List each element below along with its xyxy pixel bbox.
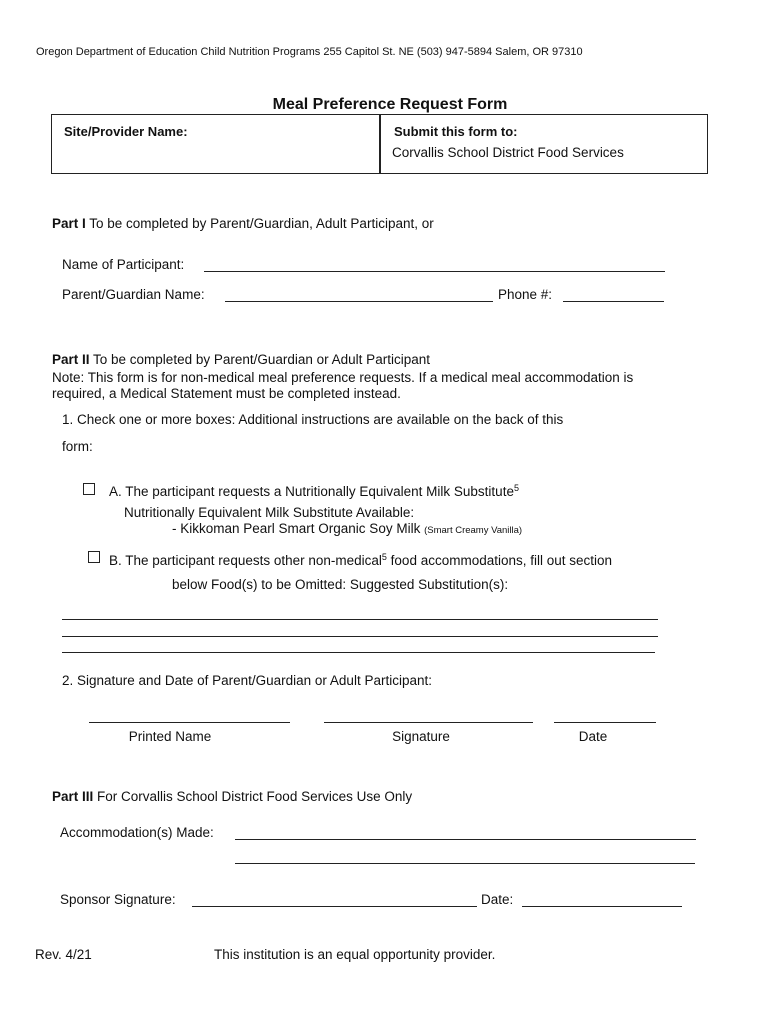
part3-heading: Part III bbox=[52, 789, 94, 804]
agency-header: Oregon Department of Education Child Nutrition Programs 255 Capitol St. NE (503) 947-5894 Salem, OR 97310 bbox=[36, 46, 583, 58]
date-field[interactable] bbox=[554, 722, 656, 723]
part1-heading: Part I bbox=[52, 216, 86, 231]
instruction-line2: form: bbox=[62, 439, 93, 454]
option-a-footnote: 5 bbox=[513, 483, 519, 493]
option-a-checkbox[interactable] bbox=[83, 483, 95, 495]
phone-label: Phone #: bbox=[498, 287, 553, 302]
accommodations-field-1[interactable] bbox=[235, 839, 696, 840]
food-omitted-line-2[interactable] bbox=[62, 636, 658, 637]
sponsor-signature-label: Sponsor Signature: bbox=[60, 892, 176, 907]
part2-note-line2: required, a Medical Statement must be completed instead. bbox=[52, 386, 401, 401]
parent-name-label: Parent/Guardian Name: bbox=[62, 287, 205, 302]
date-caption: Date bbox=[578, 729, 608, 744]
option-b-line2: below Food(s) to be Omitted: Suggested Substitution(s): bbox=[172, 577, 509, 592]
part1-heading-line bbox=[52, 216, 434, 231]
sponsor-date-label: Date: bbox=[481, 892, 514, 907]
sponsor-signature-field[interactable] bbox=[192, 906, 477, 907]
submit-to-label: Submit this form to: bbox=[394, 124, 518, 139]
box-divider bbox=[379, 115, 381, 173]
phone-field[interactable] bbox=[563, 301, 664, 302]
submit-to-value: Corvallis School District Food Services bbox=[392, 145, 624, 160]
option-b-label-start: B. The participant requests other non-medical bbox=[109, 553, 382, 568]
milk-item-line bbox=[172, 521, 522, 536]
signature-instruction: 2. Signature and Date of Parent/Guardian or Adult Participant: bbox=[62, 673, 432, 688]
parent-name-field[interactable] bbox=[225, 301, 493, 302]
printed-name-caption: Printed Name bbox=[128, 729, 212, 744]
instruction-line1: 1. Check one or more boxes: Additional instructions are available on the back of this bbox=[62, 412, 564, 427]
option-b-line bbox=[109, 553, 612, 568]
food-omitted-line-1[interactable] bbox=[62, 619, 658, 620]
option-b-checkbox[interactable] bbox=[88, 551, 100, 563]
participant-name-label: Name of Participant: bbox=[62, 257, 185, 272]
option-a-label: A. The participant requests a Nutritionally Equivalent Milk Substitute bbox=[109, 484, 514, 499]
option-b-footnote: 5 bbox=[381, 552, 387, 562]
food-omitted-line-3[interactable] bbox=[62, 652, 655, 653]
printed-name-field[interactable] bbox=[89, 722, 290, 723]
sponsor-date-field[interactable] bbox=[522, 906, 682, 907]
accommodations-field-2[interactable] bbox=[235, 863, 695, 864]
option-a-line bbox=[109, 484, 519, 499]
submission-box bbox=[51, 114, 708, 174]
part1-text: To be completed by Parent/Guardian, Adult Participant, or bbox=[85, 216, 434, 231]
signature-field[interactable] bbox=[324, 722, 533, 723]
equal-opportunity-statement: This institution is an equal opportunity provider. bbox=[214, 947, 496, 962]
revision-note: Rev. 4/21 bbox=[35, 947, 92, 962]
signature-caption: Signature bbox=[392, 729, 450, 744]
part2-heading: Part II bbox=[52, 352, 90, 367]
part3-heading-line bbox=[52, 789, 412, 804]
milk-substitute-available-label: Nutritionally Equivalent Milk Substitute Available: bbox=[124, 505, 415, 520]
milk-item-flavor: (Smart Creamy Vanilla) bbox=[424, 525, 523, 536]
option-b-label-end: food accommodations, fill out section bbox=[386, 553, 613, 568]
participant-name-field[interactable] bbox=[204, 271, 665, 272]
site-provider-label: Site/Provider Name: bbox=[64, 124, 188, 139]
part2-text: To be completed by Parent/Guardian or Adult Participant bbox=[89, 352, 430, 367]
part2-heading-line bbox=[52, 352, 430, 367]
part3-text: For Corvallis School District Food Services Use Only bbox=[93, 789, 413, 804]
accommodations-label: Accommodation(s) Made: bbox=[60, 825, 214, 840]
milk-item: - Kikkoman Pearl Smart Organic Soy Milk bbox=[172, 521, 425, 536]
form-title: Meal Preference Request Form bbox=[272, 96, 508, 113]
part2-note-line1: Note: This form is for non-medical meal preference requests. If a medical meal accommodation is bbox=[52, 370, 634, 385]
